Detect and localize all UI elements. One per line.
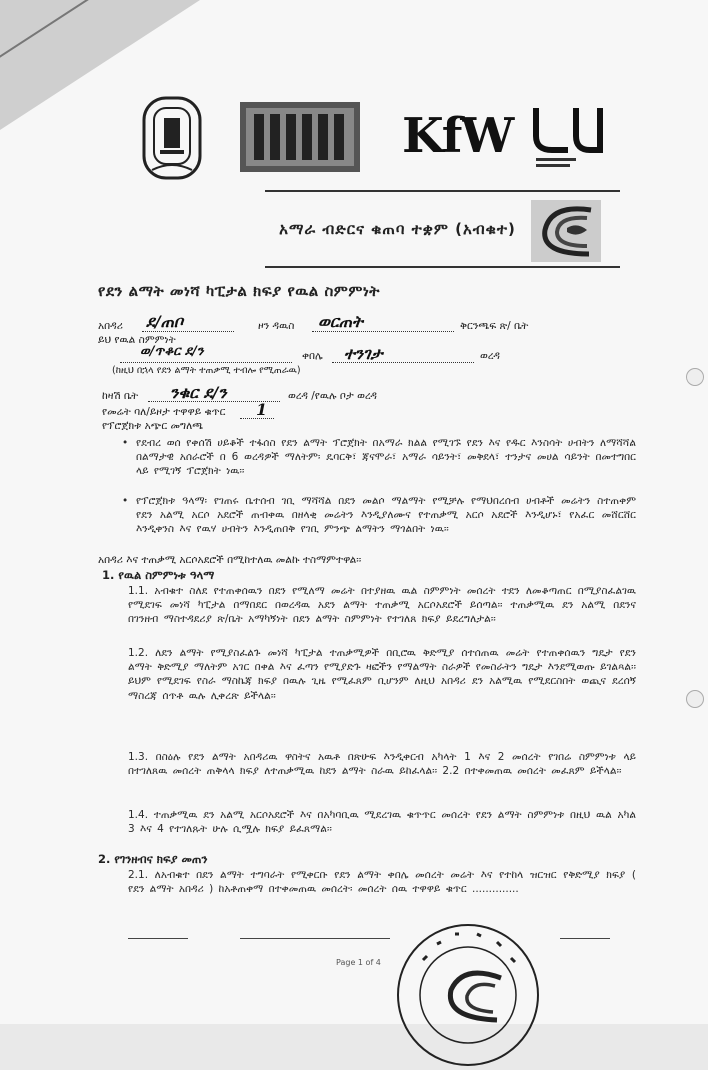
beneficiary-value: ወ/ጥቆር ደ/ን xyxy=(140,344,204,359)
kfw-logo xyxy=(402,100,513,170)
woreda-label: ወረዳ xyxy=(480,350,500,362)
kebele-label: ቀበሌ xyxy=(302,350,323,362)
bullet-project-description: • የደብረ ወሰ የቀሰሽ ሀይቆች ተፋሰስ የደን ልማት ፕሮጀክት በአማራ ክልል የሚገኙ የደን እና የዱር እንስሳት ሀብትን ለማሻሻል በልማታዊ አሰራሮች በ 6 ወረዳዎች ማለትም፡ ዴባርቅ፣ ጃናሞራ፣ አማራ ሳይንት፣ መቅደላ፣ ተንታና መሀል ሳይንት በመተግበር ላይ የሚገኝ ፕሮጀክት ነዉ፡፡ xyxy=(136,436,636,479)
intro-line: አበዳሪ እና ተጠቃሚ አርሶአደሮች በሚከተለዉ መልኩ ተስማምተዋል፡፡ xyxy=(98,554,362,566)
project-summary-label: የፕሮጀክቱ አጭር መግለጫ xyxy=(102,420,204,432)
bullet-project-objective: • የፕሮጀክቱ ዓላማ፡ የገጠሩ ቤተሰብ ገቢ ማሻሻል በደን መልሶ ማልማት የሚቻሉ የማህበረሰብ ሀብቶች መሬትን ስተጠቀም የደን አልሚ አርሶ አደሮች ጠብቀዉ በዘላቂ መሬትን እንዲያለሙና የተጠቃሚ አርሶ አደሮች እንዲሆኑ፣ የአፈር መሸርሸር እንዲቀንስ እና የዉሃ ሀብትን እንዲጠበቅ የገቢ ምንጭ ልማትን ማጎልበት ነዉ፡፡ xyxy=(136,494,636,537)
signature-line-1 xyxy=(128,938,188,939)
site-value: ንቁር ደ/ን xyxy=(170,383,227,402)
clause-2-1: 2.1. ለአብቁተ በደን ልማት ተግባራት የሚቀርቡ የደን ልማት ቀበሌ መሰረት መሬት እና የተከላ ዝርዝር የቅድሚያ ክፍያ ( የደን ልማት አበዳሪ ) ከአቶጠቀማ በተቀመጠዉ መሰረት፡ መሰረት ሰዉ ተዋዋይ ቁጥር .............. xyxy=(128,869,636,896)
signature-line-2 xyxy=(240,938,390,939)
agreement-intro: ይህ የዉል ስምምነት xyxy=(98,334,176,346)
official-stamp xyxy=(393,920,543,1070)
zone-label: ዞን ዳዉስ xyxy=(258,320,295,332)
clause-1-3: 1.3. በስዕሉ የደን ልማት አበዳሪዉ ዋስትና አዉቶ በጽሁፍ እንዲቀርብ አካላት 1 እና 2 መሰረት የገበሬ ስምምነቱ ላይ በተገለጸዉ መሰረት ጠቅላላ ክፍያ ለተጠቃሚዉ ከደን ልማት ስራዉ ይከፈላል፡፡ 2.2 በተቀመጠዉ መሰረት መፈጸም ይችላል፡፡ xyxy=(128,751,636,778)
cooperation-logo xyxy=(532,100,604,174)
logo-row xyxy=(140,92,610,187)
site-woreda-label: ወረዳ /የዉሉ ቦታ ወረዳ xyxy=(288,390,377,402)
page-number: Page 1 of 4 xyxy=(336,958,381,967)
lender-label: አበዳሪ xyxy=(98,320,123,332)
site-label: ከዛሽ ቤት xyxy=(102,390,139,402)
branch-label: ቅርንጫፍ ጽ/ ቤት xyxy=(460,320,529,332)
document-title: የደን ልማት መነሻ ካፒታል ክፍያ የዉል ስምምነት xyxy=(98,282,380,300)
holder-number-value: 1 xyxy=(256,400,268,419)
punch-hole-top xyxy=(686,368,704,386)
zone-value: ወርጠት xyxy=(318,312,363,331)
clause-1-1: 1.1. አብቁተ ስለደ የተጠቀሰዉን በደን የሚለማ መሬት በተያዘዉ ዉል ስምምነት መሰረት ተደን ለመቆጣጠር በሚያስፈልገዉ የሚደገፍ መነሻ ካፒታል በማበደር በወረዳዉ አደን ልማት ተጠቃሚ አርሶአደሮች ይሰጣል፡፡ ተጠቃሚዉ ደን አልሚ በደንና በገንዘብ ማስተዳደሪያ ጽ/ቤት አማካኝነት በደን ልማት ስምምነት የተገለጸ ክፍያ ይደረግለታል፡፡ xyxy=(128,585,636,626)
organization-banner xyxy=(265,200,620,265)
acsi-logo xyxy=(531,200,601,262)
holder-number-label: የመሬት ባለ/ይዞታ ተዋዋይ ቁጥር xyxy=(102,406,226,418)
beneficiary-note: (ከዚህ በኋላ የደን ልማት ተጠቃሚ ተብሎ የሚጠራዉ) xyxy=(112,365,301,376)
header-rule-bottom xyxy=(265,266,620,268)
kfw-text: KfW xyxy=(402,108,513,164)
clause-1-2: 1.2. ለደን ልማት የሚያስፈልጉ መነሻ ካፒታል ተጠቃሚዎች በቢሮዉ ቅድሚያ ሰተሰጠዉ መሬት የተጠቀሰዉን ግዴታ የደን ልማት ቅድሚያ ማለትም አገር በቀል እና ፈጣን የሚያድጉ ዛፎችን የማልማት ስራዎች የመስራትን ግዴታ እንደሚወጡ ይገልጻል፡፡ ይህም የሚደገፍ የስራ ማስኬጃ ክፍያ በዉሉ ጊዜ የሚፈጸም ቢሆንም ለዚህ አበዳሪ ደን አልሚዉ የሚደርስበት ወጪና ደረሰኝ ማስረጃ ሰጥቶ ዉሉ ሊቀረጽ ይችላል፡፡ xyxy=(128,647,636,702)
header-rule-top xyxy=(265,190,620,192)
kebele-value: ተንገታ xyxy=(344,344,383,363)
signature-line-3 xyxy=(560,938,610,939)
clause-1-4: 1.4. ተጠቃሚዉ ደን አልሚ አርሶአደሮች እና በአካባቢዉ ሚደረገዉ ቁጥጥር መሰረት የደን ልማት ስምምነቱ በዚህ ዉል አካል 3 እና 4 የተገለጹት ሁሉ ሲሟሉ ክፍያ ይፈጸማል፡፡ xyxy=(128,809,636,836)
section-1-heading: 1. የዉል ስምምነቱ ዓላማ xyxy=(102,568,215,582)
beneficiary-fill xyxy=(120,362,292,363)
seal-logo xyxy=(140,94,204,182)
section-2-heading: 2. የገንዘብና ክፍያ መጠን xyxy=(98,852,208,866)
punch-hole-bottom xyxy=(686,690,704,708)
lender-value: ደ/ጠቦ xyxy=(146,312,184,331)
bank-logo xyxy=(240,102,360,172)
organization-name: አማራ ብድርና ቁጠባ ተቋም (አብቁተ) xyxy=(279,220,516,238)
